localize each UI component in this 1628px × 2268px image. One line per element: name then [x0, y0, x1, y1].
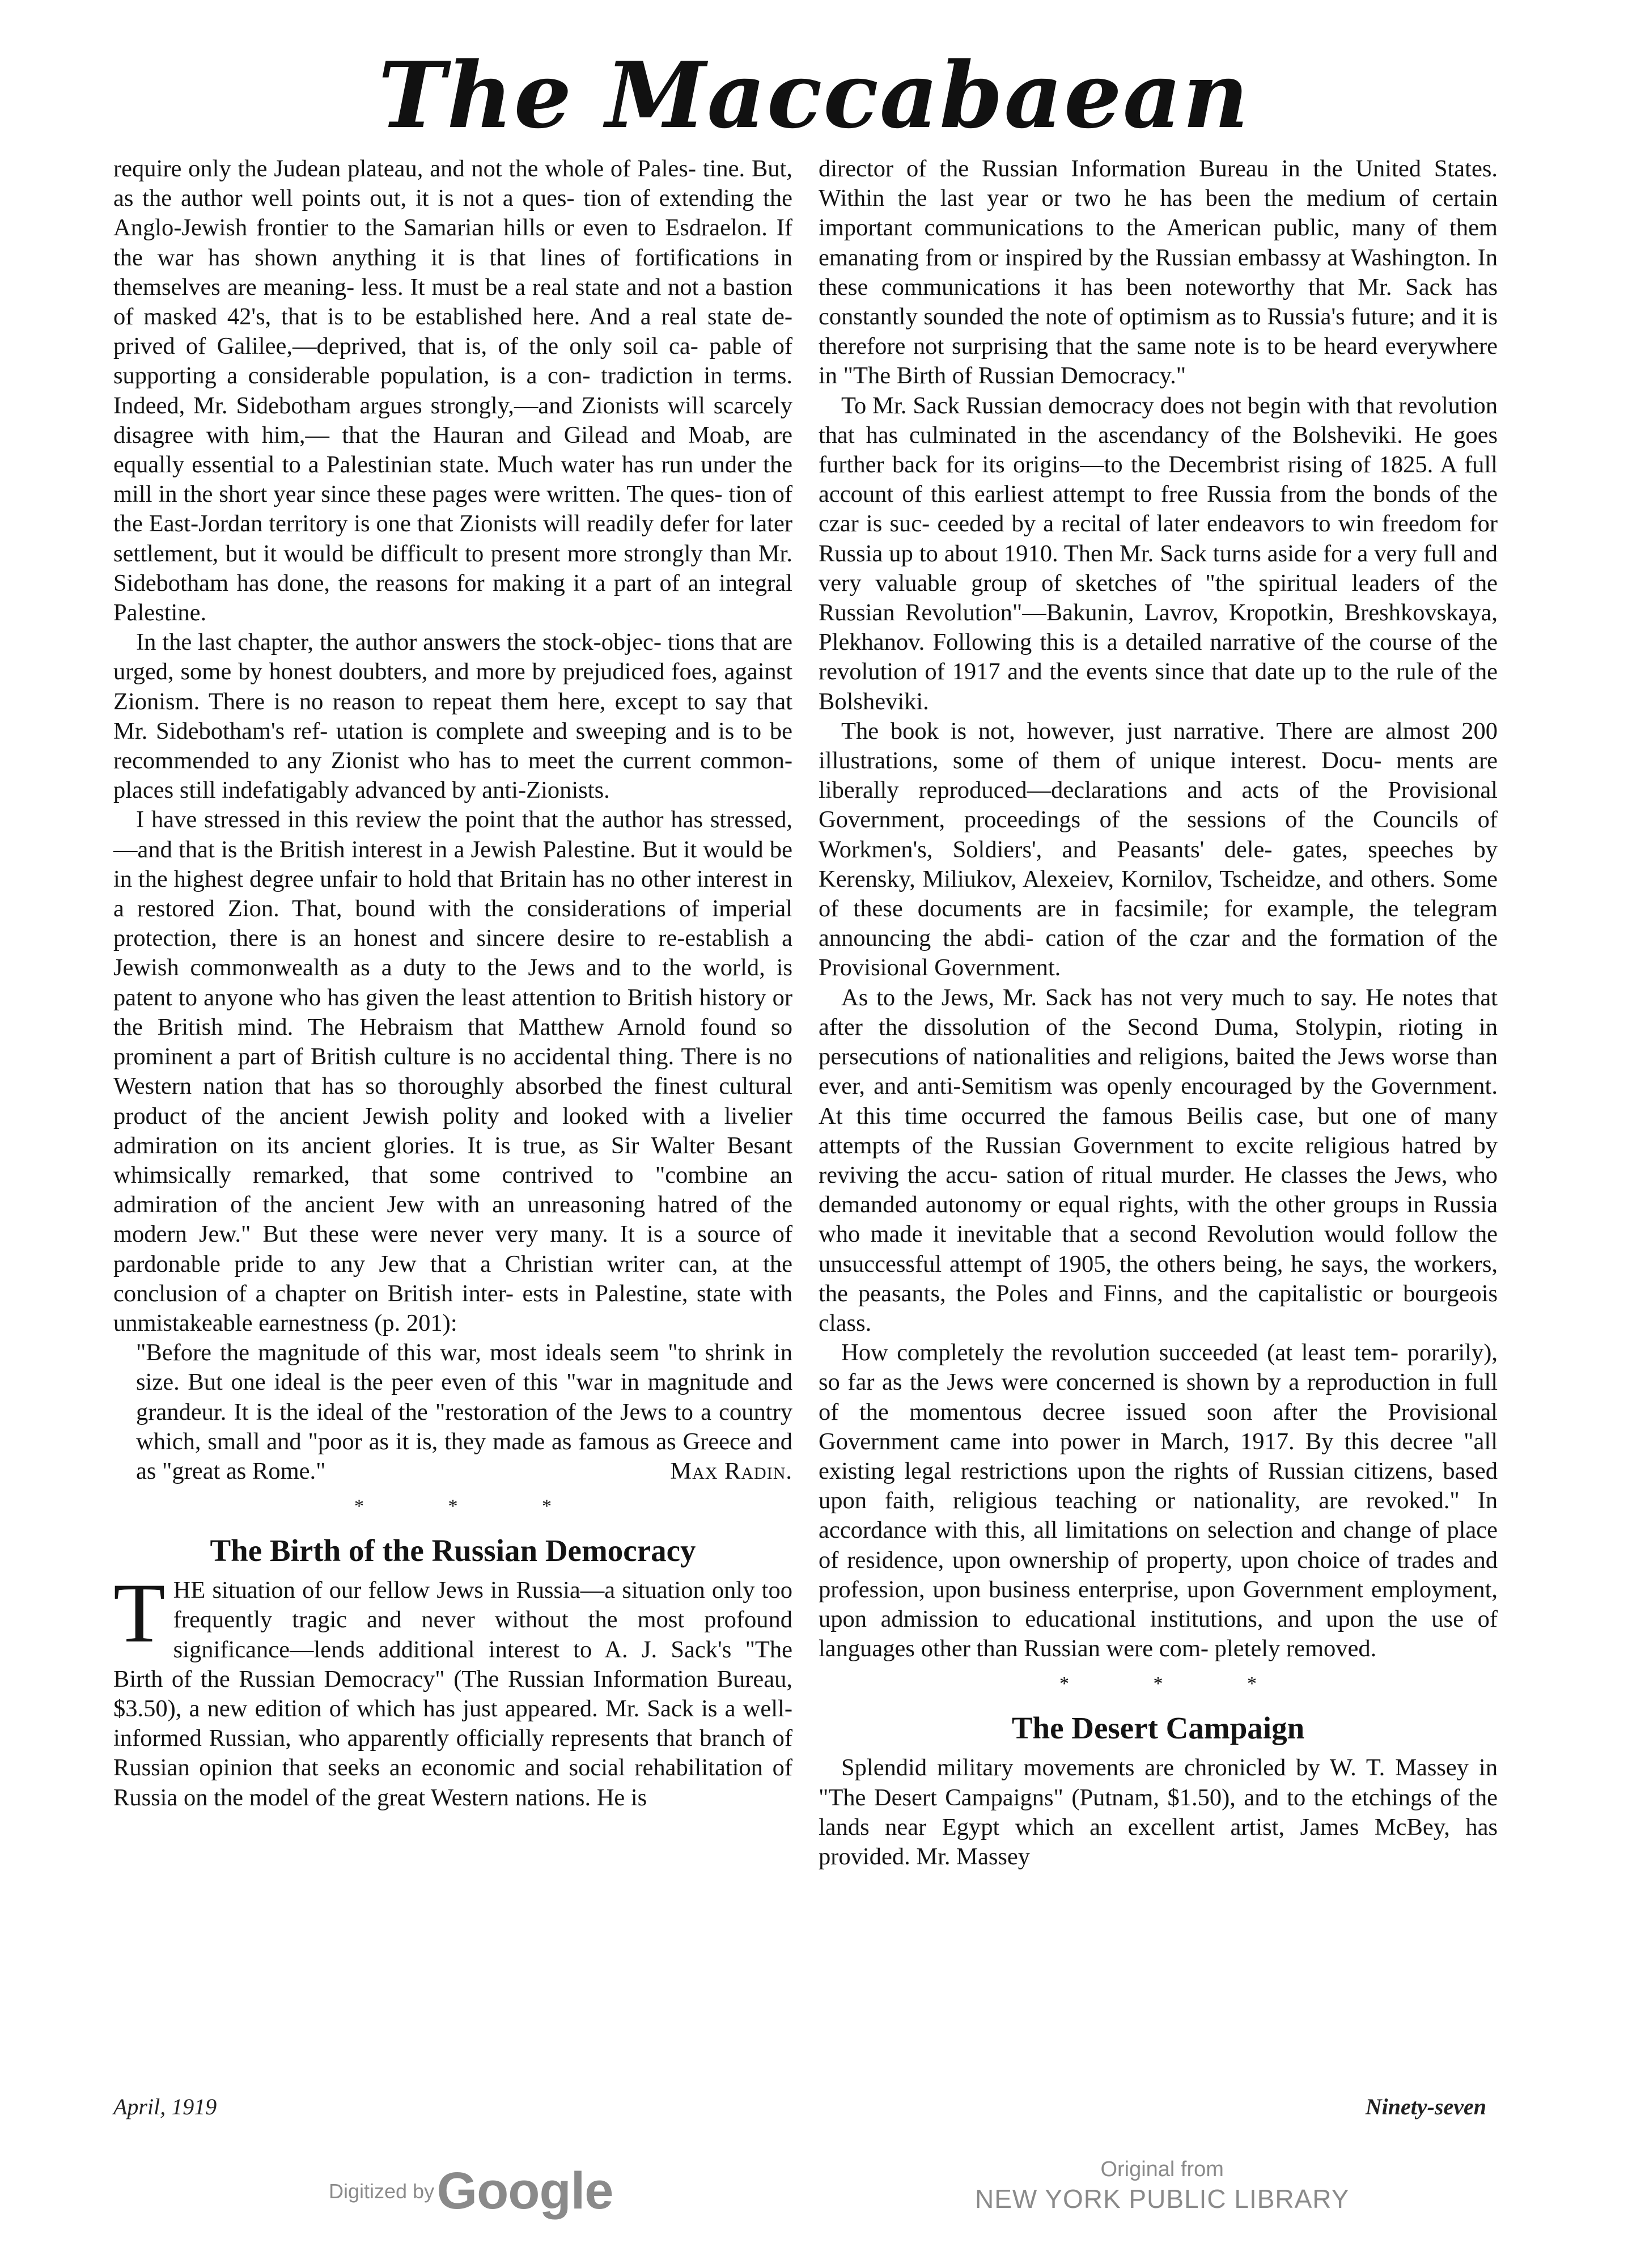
- masthead-title: The Maccabaean: [378, 42, 1250, 149]
- issue-date: April, 1919: [113, 2094, 217, 2119]
- paragraph: I have stressed in this review the point that the author has stressed,—and that is the British interest in a Jewish Palestine. But it would be in the highest degree unfair to hold that Britain has no other interest in a restored Zion. That, bound with the considerations of imperial protection, there is an honest and sincere desire to re-establish a Jewish commonwealth as a duty to the Jews and to the world, is patent to anyone who has given the least attention to British history or the British mind. The Hebraism that Matthew Arnold found so prominent a part of British culture is no accidental thing. There is no Western nation that has so thoroughly absorbed the finest cultural product of the ancient Jewish polity and looked with a livelier admiration on its ancient glories. It is true, as Sir Walter Besant whimsically remarked, that some contrived to "combine an admiration of the ancient Jew with an unreasoning hatred of the modern Jew." But these were never very many. It is a source of pardonable pride to any Jew that a Christian writer can, at the conclusion of a chapter on British inter- ests in Palestine, state with unmistakeable earnestness (p. 201):: [113, 806, 792, 1336]
- paragraph: The book is not, however, just narrative. There are almost 200 illustrations, some of them of unique interest. Docu- ments are liberally reproduced—declarations and acts of the Provisional Government, proceedings of the sessions of the Councils of Workmen's, Soldiers', and Peasants' dele- gates, speeches by Kerensky, Miliukov, Alexeiev, Kornilov, Tscheidze, and others. Some of these documents are in facsimile; for example, the telegram announcing the abdi- cation of the czar and the formation of the Provisional Government.: [819, 717, 1498, 981]
- section-divider: * * *: [354, 1496, 591, 1517]
- paragraph: To Mr. Sack Russian democracy does not begin with that revolution that has culminated in the ascendancy of the Bolsheviki. He goes further back for its origins—to the Decembrist rising of 1825. A full account of this earliest attempt to free Russia from the bonds of the czar is suc- ceeded by a recital of later endeavors to win freedom for Russia up to about 1910. Then Mr. Sack turns aside for a very full and very valuable group of sketches of "the spiritual leaders of the Russian Revolution"—Bakunin, Lavrov, Kropotkin, Breshkovskaya, Plekhanov. Following this is a detailed narrative of the course of the revolution of 1917 and the events since that date up to the rule of the Bolsheviki.: [819, 392, 1498, 715]
- article-heading: The Desert Campaign: [1011, 1711, 1305, 1746]
- drop-cap: T: [113, 1566, 166, 1661]
- block-quote: [136, 1338, 792, 1486]
- paragraph: How completely the revolution succeeded (at least tem- porarily), so far as the Jews were concerned is shown by a reproduction in full of the momentous decree issued soon after the Provisional Government came into power in March, 1917. By this decree "all existing legal restrictions upon the rights of Russian citizens, based upon faith, religious teaching or nationality, are revoked." In accordance with this, all limitations on selection and change of place of residence, upon ownership of property, upon choice of trades and profession, upon business enterprise, upon Government employment, upon admission to educational institutions, and upon the use of languages other than Russian were com- pletely removed.: [819, 1339, 1498, 1662]
- digitized-by-label: Digitized by: [329, 2180, 435, 2203]
- library-attribution: [975, 2155, 1349, 2214]
- paragraph: Splendid military movements are chronicled by W. T. Massey in "The Desert Campaigns" (Putnam, $1.50), and to the etchings of the lands near Egypt which an excellent artist, James McBey, has provided. Mr. Massey: [819, 1754, 1498, 1870]
- left-column: [113, 154, 792, 1813]
- quote-text: "Before the magnitude of this war, most ideals seem "to shrink in size. But one ideal is the peer even of this "war in magnitude and grandeur. It is the ideal of the "restoration of the Jews to a country which, small and "poor as it is, they made as famous as Greece and as "great as Rome.": [136, 1339, 792, 1484]
- google-logo: Google: [436, 2162, 613, 2220]
- page-number: Ninety-seven: [1365, 2094, 1486, 2119]
- paragraph: As to the Jews, Mr. Sack has not very much to say. He notes that after the dissolution of the Second Duma, Stolypin, rioting in persecutions of nationalities and religions, baited the Jews worse than ever, and anti-Semitism was openly encouraged by the Government. At this time occurred the famous Beilis case, but one of many attempts of the Russian Government to excite religious hatred by reviving the accu- sation of ritual murder. He classes the Jews, who demanded autonomy or equal rights, with the other groups in Russia who made it inevitable that a second Revolution would follow the unsuccessful attempt of 1905, the others being, he says, the workers, the peasants, the Poles and Finns, and the capitalistic or bourgeois class.: [819, 984, 1498, 1336]
- original-from-label: Original from: [1100, 2157, 1224, 2181]
- paragraph-text: HE situation of our fellow Jews in Russia—a situation only too frequently tragic and never without the most profound significance—lends additional interest to A. J. Sack's "The Birth of the Russian Democracy" (The Russian Information Bureau, $3.50), a new edition of which has just appeared. Mr. Sack is a well-informed Russian, who apparently officially represents that branch of Russian opinion that seeks an economic and social rehabilitation of Russia on the model of the great Western nations. He is: [113, 1577, 792, 1811]
- paragraph: require only the Judean plateau, and not the whole of Pales- tine. But, as the author well points out, it is not a ques- tion of extending the Anglo-Jewish frontier to the Samarian hills or even to Esdraelon. If the war has shown anything it is that lines of fortifications in themselves are meaning- less. It must be a real state and not a bastion of masked 42's, that is to be established here. And a real state de- prived of Galilee,—deprived, that is, of the only soil ca- pable of supporting a considerable population, is a con- tradiction in terms. Indeed, Mr. Sidebotham argues strongly,—and Zionists will scarcely disagree with him,— that the Hauran and Gilead and Moab, are equally essential to a Palestinian state. Much water has run under the mill in the short year since these pages were written. The ques- tion of the East-Jordan territory is one that Zionists will readily defer for later settlement, but it would be difficult to present more strongly than Mr. Sidebotham has done, the reasons for making it a part of an integral Palestine.: [113, 155, 792, 627]
- author-signature: Max Radin.: [670, 1457, 792, 1484]
- digitized-by-watermark: [329, 2161, 613, 2221]
- library-name: NEW YORK PUBLIC LIBRARY: [975, 2184, 1350, 2214]
- right-column: [819, 154, 1498, 1872]
- paragraph: In the last chapter, the author answers the stock-objec- tions that are urged, some by honest doubters, and more by prejudiced foes, against Zionism. There is no reason to repeat them here, except to say that Mr. Sidebotham's ref- utation is complete and sweeping and is to be recommended to any Zionist who has to meet the current common-places still indefatigably advanced by anti-Zionists.: [113, 629, 792, 804]
- article-heading: The Birth of the Russian Democracy: [210, 1533, 696, 1568]
- paragraph: [113, 1566, 792, 1813]
- section-divider: * * *: [1059, 1673, 1296, 1695]
- paragraph: director of the Russian Information Bureau in the United States. Within the last year or two he has been the medium of certain important communications to the American public, many of them emanating from or inspired by the Russian embassy at Washington. In these communications it has been noteworthy that Mr. Sack has constantly sounded the note of optimism as to Russia's future; and it is therefore not surprising that the same note is to be heard everywhere in "The Birth of Russian Democracy.": [819, 155, 1498, 390]
